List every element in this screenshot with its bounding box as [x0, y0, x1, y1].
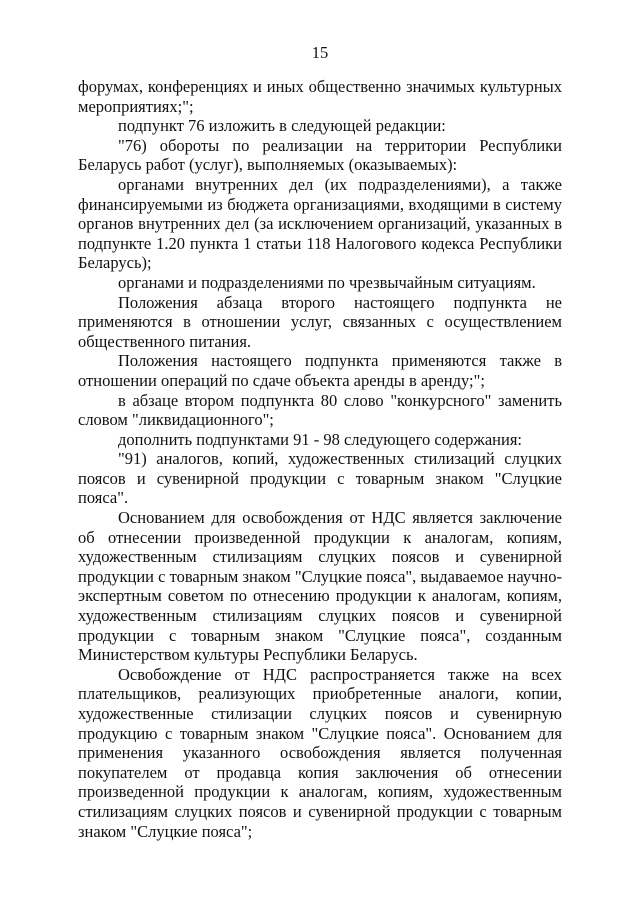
paragraph: форумах, конференциях и иных общественно значимых культурных мероприятиях;";: [78, 77, 562, 116]
paragraph: Положения абзаца второго настоящего подпункта не применяются в отношении услуг, связанных с осуществлением общественного питания.: [78, 292, 562, 351]
paragraph: Основанием для освобождения от НДС является заключение об отнесении произведенной продукции к аналогам, копиям, художественным стилизациям слуцких поясов и сувенирной продукции с товарным знаком "Слуцкие пояса", выдаваемое научно-экспертным советом по отнесению продукции к аналогам, копиям, художественным стилизациям слуцких поясов и сувенирной продукции с товарным знаком "Слуцкие пояса", созданным Министерством культуры Республики Беларусь.: [78, 508, 562, 665]
paragraph: "91) аналогов, копий, художественных стилизаций слуцких поясов и сувенирной продукции с товарным знаком "Слуцкие пояса".: [78, 449, 562, 508]
paragraph: органами внутренних дел (их подразделениями), а также финансируемыми из бюджета организациями, входящими в систему органов внутренних дел (за исключением организаций, указанных в подпункте 1.20 пункта 1 статьи 118 Налогового кодекса Республики Беларусь);: [78, 174, 562, 273]
paragraph: "76) обороты по реализации на территории Республики Беларусь работ (услуг), выполняемых (оказываемых):: [78, 135, 562, 175]
paragraph: органами и подразделениями по чрезвычайным ситуациям.: [118, 272, 536, 292]
document-body: [78, 77, 562, 841]
paragraph: в абзаце втором подпункта 80 слово "конкурсного" заменить словом "ликвидационного";: [78, 390, 562, 430]
page-number: 15: [311, 43, 329, 62]
paragraph: дополнить подпунктами 91 - 98 следующего содержания:: [118, 429, 522, 449]
paragraph: Положения настоящего подпункта применяются также в отношении операций по сдаче объекта аренды в аренду;";: [78, 351, 562, 390]
paragraph: Освобождение от НДС распространяется также на всех плательщиков, реализующих приобретенные аналоги, копии, художественные стилизации слуцких поясов и сувенирную продукцию с товарным знаком "Слуцкие пояса". Основанием для применения указанного освобождения является полученная покупателем от продавца копия заключения об отнесении произведенной продукции к аналогам, копиям, художественным стилизациям слуцких поясов и сувенирной продукции с товарным знаком "Слуцкие пояса";: [78, 664, 562, 841]
paragraph: подпункт 76 изложить в следующей редакции:: [118, 116, 446, 136]
